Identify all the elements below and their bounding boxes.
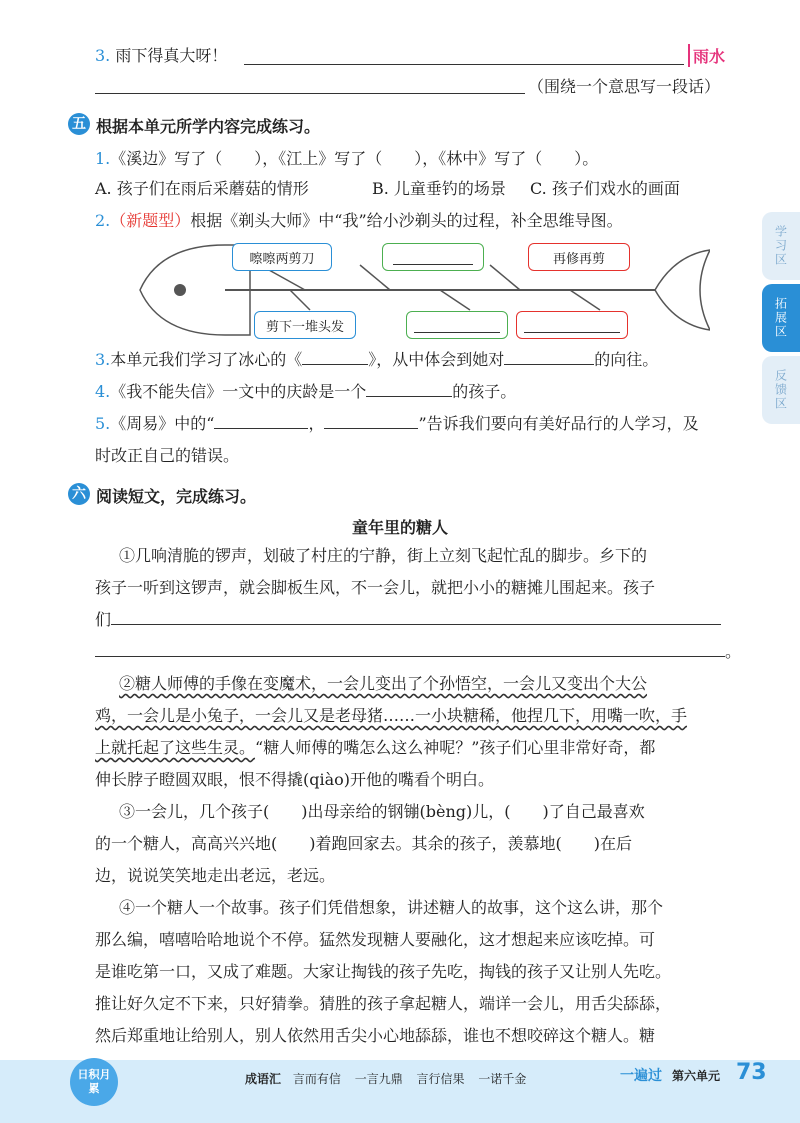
fish-tail bbox=[655, 250, 710, 330]
story-line: 那么编，嘻嘻哈哈地说个不停。猛然发现糖人要融化，这才想起来应该吃掉。可 bbox=[95, 930, 656, 949]
story-line: 上就托起了这些生灵。 bbox=[95, 738, 256, 757]
mindmap-node-2: 剪下一堆头发 bbox=[254, 311, 356, 339]
mindmap-node-3: 再修再剪 bbox=[528, 243, 630, 271]
question-number: 5. bbox=[95, 414, 111, 433]
tab-study[interactable]: 学习区 bbox=[762, 212, 800, 280]
answer-line[interactable] bbox=[95, 93, 525, 94]
fish-bone bbox=[490, 265, 520, 290]
section-title: 根据本单元所学内容完成练习。 bbox=[96, 117, 321, 136]
item-three bbox=[95, 45, 227, 67]
question-text: ， bbox=[308, 414, 325, 433]
answer-line[interactable] bbox=[111, 624, 721, 625]
question-text: 的孩子。 bbox=[452, 382, 517, 401]
item-text: 雨下得真大呀！ bbox=[115, 46, 228, 65]
story-line: 是谁吃第一口，又成了难题。大家让掏钱的孩子先吃，掏钱的孩子又让别人先吃。 bbox=[95, 962, 672, 981]
blank[interactable] bbox=[366, 396, 452, 397]
question-text: 》，从中体会到她对 bbox=[368, 350, 505, 369]
story-line: 孩子一听到这锣声，就会脚板生风，不一会儿，就把小小的糖摊儿围起来。孩子 bbox=[95, 578, 656, 597]
story-line: 然后郑重地让给别人，别人依然用舌尖小心地舔舔，谁也不想咬碎这个糖人。糖 bbox=[95, 1026, 656, 1045]
question-text: 《周易》中的“ bbox=[110, 414, 215, 433]
story-line: ③一会儿，几个孩子( )出母亲给的钢镚(bèng)儿，( )了自己最喜欢 bbox=[119, 802, 645, 821]
fish-bone bbox=[570, 290, 600, 310]
question-number: 1. bbox=[95, 149, 111, 168]
question-5-cont: 时改正自己的错误。 bbox=[95, 446, 240, 465]
option-c: C. 孩子们戏水的画面 bbox=[530, 179, 680, 198]
idiom: 一诺千金 bbox=[478, 1072, 527, 1086]
story-line: 推让好久定不下来，只好猜拳。猜胜的孩子拿起糖人，端详一会儿，用舌尖舔舔， bbox=[95, 994, 672, 1013]
story-line: 边，说说笑笑地走出老远，老远。 bbox=[95, 866, 336, 885]
rain-tag: 雨水 bbox=[688, 44, 725, 67]
section-badge: 五 bbox=[68, 113, 90, 135]
new-type-tag: （新题型） bbox=[110, 211, 191, 230]
question-text: 本单元我们学习了冰心的《 bbox=[110, 350, 303, 369]
mindmap-node-blank-3[interactable] bbox=[516, 311, 628, 339]
question-text: 的向往。 bbox=[594, 350, 659, 369]
answer-line[interactable] bbox=[95, 656, 725, 657]
question-4 bbox=[95, 381, 516, 403]
item-number: 3. bbox=[95, 46, 111, 65]
story-line: 的一个糖人，高高兴兴地( )着跑回家去。其余的孩子，羡慕地( )在后 bbox=[95, 834, 632, 853]
question-3 bbox=[95, 349, 658, 371]
tab-feedback[interactable]: 反馈区 bbox=[762, 356, 800, 424]
question-number: 2. bbox=[95, 211, 111, 230]
option-b: B. 儿童垂钓的场景 bbox=[372, 179, 506, 198]
story-line: ①几响清脆的锣声，划破了村庄的宁静，街上立刻飞起忙乱的脚步。乡下的 bbox=[119, 546, 648, 565]
question-text: 《我不能失信》一文中的庆龄是一个 bbox=[110, 382, 367, 401]
idiom: 一言九鼎 bbox=[354, 1072, 403, 1086]
mindmap-node-1: 嚓嚓两剪刀 bbox=[232, 243, 332, 271]
page-number: 73 bbox=[736, 1060, 767, 1085]
daily-badge: 日积月累 bbox=[70, 1058, 118, 1106]
fish-eye bbox=[174, 284, 186, 296]
story-line: 。 bbox=[725, 642, 742, 661]
question-number: 4. bbox=[95, 382, 111, 401]
writing-note: （围绕一个意思写一段话） bbox=[528, 77, 721, 96]
brand-logo: 一遍过 bbox=[620, 1068, 662, 1084]
mindmap-node-blank-2[interactable] bbox=[406, 311, 508, 339]
story-body bbox=[95, 540, 742, 1052]
mindmap-node-blank-1[interactable] bbox=[382, 243, 484, 271]
blank[interactable] bbox=[302, 364, 368, 365]
blank[interactable] bbox=[504, 364, 594, 365]
idiom-bar bbox=[245, 1070, 526, 1087]
section-title: 阅读短文，完成练习。 bbox=[96, 487, 257, 506]
question-number: 3. bbox=[95, 350, 111, 369]
blank[interactable] bbox=[324, 428, 418, 429]
question-2 bbox=[95, 210, 623, 232]
unit-label: 第六单元 bbox=[672, 1069, 721, 1083]
idiom: 言而有信 bbox=[292, 1072, 341, 1086]
story-line: ②糖人师傅的手像在变魔术，一会儿变出了个孙悟空，一会儿又变出个大公 bbox=[119, 674, 648, 693]
story-line: 们 bbox=[95, 610, 112, 629]
blank[interactable] bbox=[214, 428, 308, 429]
section-badge: 六 bbox=[68, 483, 90, 505]
idiom: 言行信果 bbox=[416, 1072, 465, 1086]
question-text: 《溪边》写了（ ），《江上》写了（ ），《林中》写了（ ）。 bbox=[110, 149, 599, 168]
fish-bone bbox=[290, 290, 310, 310]
option-a: A. 孩子们在雨后采蘑菇的情形 bbox=[95, 179, 309, 198]
fish-bone bbox=[440, 290, 470, 310]
question-1 bbox=[95, 148, 598, 170]
story-line: 鸡，一会儿是小兔子，一会儿又是老母猪……一小块糖稀，他捏几下，用嘴一吹，手 bbox=[95, 706, 688, 725]
tab-extend[interactable]: 拓展区 bbox=[762, 284, 800, 352]
answer-line[interactable] bbox=[244, 64, 684, 65]
story-line: ④一个糖人一个故事。孩子们凭借想象，讲述糖人的故事，这个这么讲，那个 bbox=[119, 898, 664, 917]
story-line: 伸长脖子瞪圆双眼，恨不得撬(qiào)开他的嘴看个明白。 bbox=[95, 770, 495, 789]
question-text: ”告诉我们要向有美好品行的人学习，及 bbox=[418, 414, 699, 433]
story-line: “糖人师傅的嘴怎么这么神呢？”孩子们心里非常好奇，都 bbox=[255, 738, 656, 757]
question-text: 根据《剃头大师》中“我”给小沙剃头的过程，补全思维导图。 bbox=[190, 211, 623, 230]
story-title: 童年里的糖人 bbox=[351, 518, 448, 537]
question-5 bbox=[95, 413, 699, 435]
idiom-label: 成语汇 bbox=[245, 1072, 282, 1086]
